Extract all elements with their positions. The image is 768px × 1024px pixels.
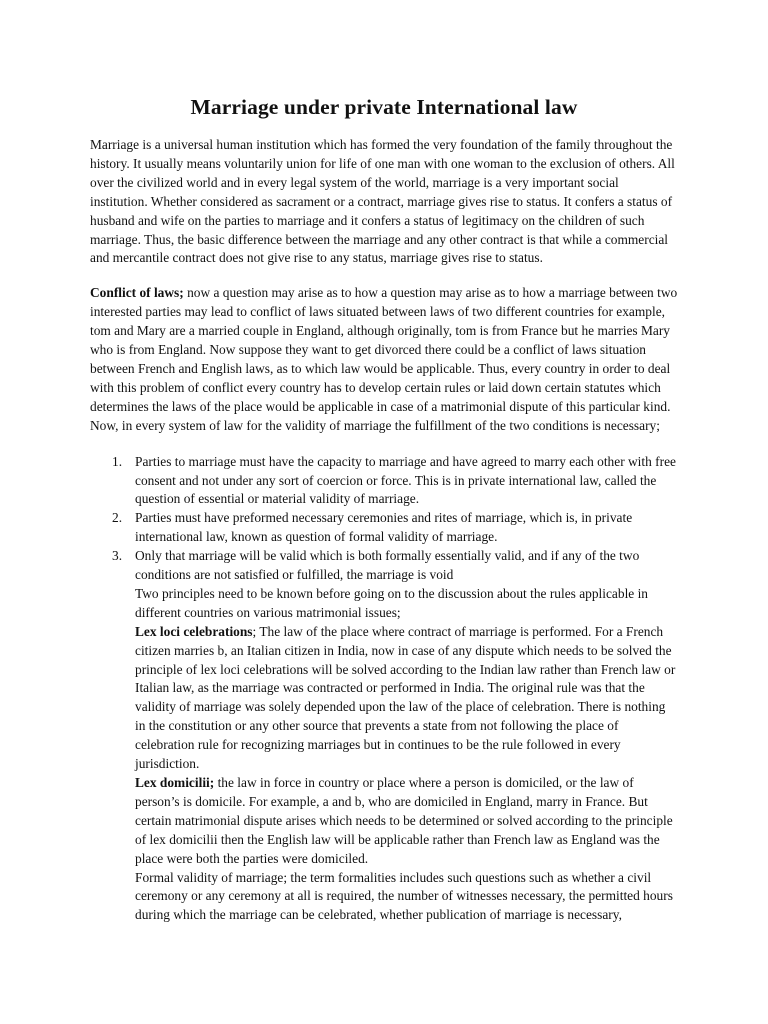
list-item-text: Only that marriage will be valid which is both formally essentially valid, and if any of the two conditions are not satisfied or fulfilled, the marriage is void xyxy=(135,548,640,583)
conflict-of-laws-text: now a question may arise as to how a question may arise as to how a marriage between two interested parties may lead to conflict of laws situated between laws of two different countries for example, tom and Mary are a married couple in England, although originally, tom is from France but he marries Mary who is from England. Now suppose they want to get divorced there could be a conflict of laws situation between French and English laws, as to which law would be applicable. Thus, every country in order to deal with this problem of conflict every country has to develop certain rules or laid down certain statutes which determines the laws of the place would be applicable in case of a matrimonial dispute of this particular kind. Now, in every system of law for the validity of marriage the fulfillment of the two conditions is necessary; xyxy=(90,285,678,433)
list-item-text: Parties to marriage must have the capacity to marriage and have agreed to marry each other with free consent and not under any sort of coercion or force. This is in private international law, called the question of essential or material validity of marriage. xyxy=(135,453,676,507)
document-body xyxy=(90,136,678,925)
list-item-text: Parties must have preformed necessary ceremonies and rites of marriage, which is, in private international law, known as question of formal validity of marriage. xyxy=(135,510,633,545)
list-item xyxy=(90,547,678,585)
conditions-list xyxy=(90,453,678,585)
list-item-number: 3. xyxy=(112,548,123,564)
intro-paragraph: Marriage is a universal human institution which has formed the very foundation of the family throughout the history. It usually means voluntarily union for life of one man with one woman to the exclusion of others. All over the civilized world and in every legal system of the world, marriage is a very important social institution. Whether considered as sacrament or a contract, marriage gives rise to status. It confers a status of husband and wife on the parties to marriage and it confers a status of legitimacy on the children of such marriage. Thus, the basic difference between the marriage and any other contract is that while a commercial and mercantile contract does not give rise to any status, marriage gives rise to status. xyxy=(90,137,675,266)
conflict-of-laws-heading: Conflict of laws; xyxy=(90,285,184,301)
list-item xyxy=(90,453,678,510)
list-item-number: 2. xyxy=(112,510,123,526)
principles-intro: Two principles need to be known before going on to the discussion about the rules applicable in different countries on various matrimonial issues; xyxy=(135,585,648,620)
list-item-number: 1. xyxy=(112,453,123,469)
principles-section xyxy=(90,585,678,925)
lex-loci-text: ; The law of the place where contract of marriage is performed. For a French citizen marries b, an Italian citizen in India, now in case of any dispute which needs to be solved the principle of lex loci celebrations will be solved according to the Indian law rather than French law or Italian law, as the marriage was contracted or performed in India. The original rule was that the validity of marriage was solely depended upon the law of the place of celebration. There is nothing in the constitution or any other source that prevents a state from not following the place of celebration rule for recognizing marriages but in continues to be the rule followed in every jurisdiction. xyxy=(135,623,676,772)
formal-validity-paragraph: Formal validity of marriage; the term formalities includes such questions such as whether a civil ceremony or any ceremony at all is required, the number of witnesses necessary, the permitted hours during which the marriage can be celebrated, whether publication of marriage is necessary, xyxy=(135,869,673,923)
lex-loci-heading: Lex loci celebrations xyxy=(135,623,253,639)
lex-domicilii-heading: Lex domicilii; xyxy=(135,775,215,790)
lex-loci-paragraph xyxy=(135,623,678,774)
document-title: Marriage under private International law xyxy=(190,95,578,119)
lex-domicilii-text: the law in force in country or place where a person is domiciled, or the law of person’s is domicile. For example, a and b, who are domiciled in England, marry in France. But certain matrimonial dispute arises which needs to be determined or solved according to the principle of lex domicilii then the English law will be applicable rather than French law as England was the place were both the parties were domiciled. xyxy=(135,775,673,866)
conflict-of-laws-paragraph xyxy=(90,284,678,435)
list-item xyxy=(90,509,678,547)
lex-domicilii-paragraph xyxy=(135,774,678,869)
